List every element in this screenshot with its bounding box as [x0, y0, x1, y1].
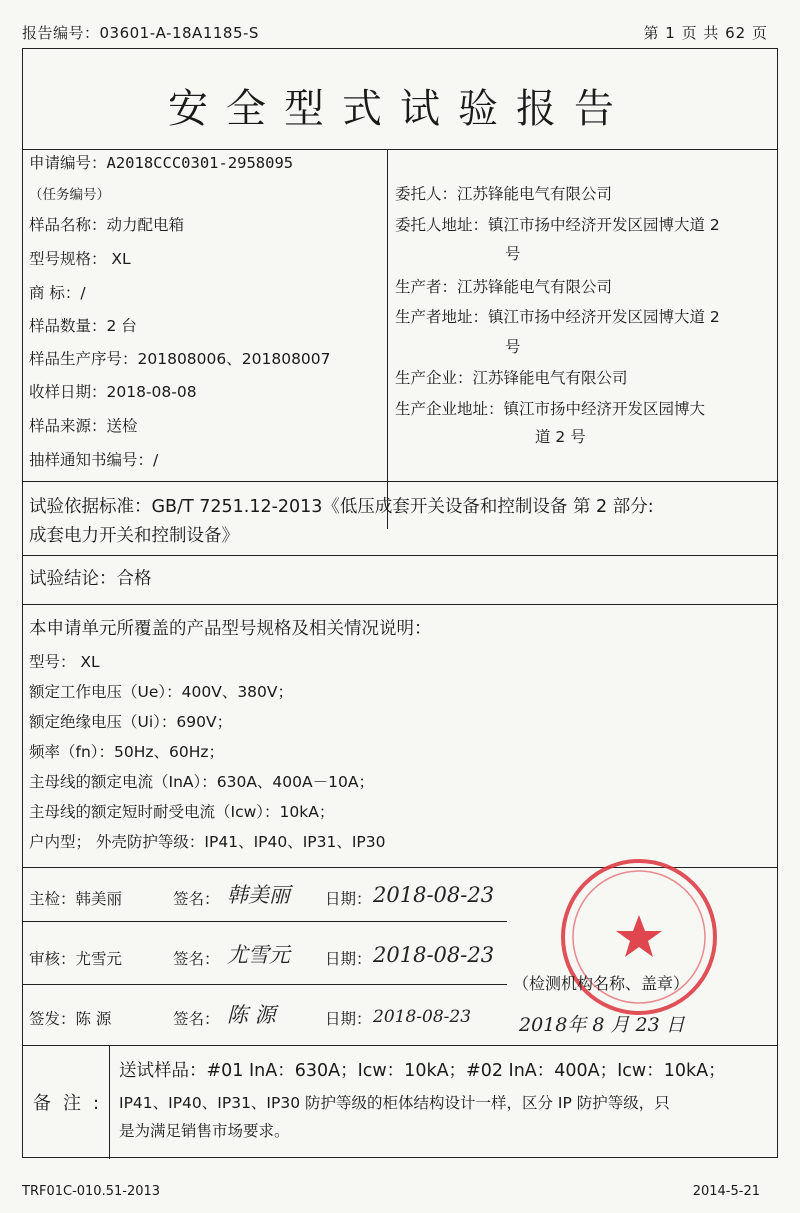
client-address: 委托人地址：镇江市扬中经济开发区园博大道 2: [395, 216, 720, 234]
divider: [23, 604, 777, 605]
coverage-line: 户内型； 外壳防护等级：IP41、IP40、IP31、IP30: [29, 833, 386, 851]
application-number: 申请编号：A2018CCC0301-2958095: [29, 154, 294, 172]
inspector-signature: 韩美丽: [227, 883, 290, 907]
test-standard: 试验依据标准：GB/T 7251.12-2013《低压成套开关设备和控制设备 第 2 部分:: [29, 497, 654, 517]
sample-name: 样品名称：动力配电箱: [29, 216, 185, 234]
report-frame: [22, 48, 778, 1158]
received-date: 收样日期：2018-08-08: [29, 383, 197, 401]
seal-date: 2018年 8 月 23 日: [519, 1014, 685, 1036]
reviewer-signature: 尤雪元: [227, 943, 290, 967]
divider: [23, 149, 777, 150]
coverage-line: 频率（fn）：50Hz、60Hz；: [29, 743, 225, 761]
divider: [23, 481, 777, 482]
date-label: 日期：: [325, 890, 372, 908]
column-divider: [387, 149, 388, 529]
client: 委托人：江苏锋能电气有限公司: [395, 185, 613, 203]
sample-quantity: 样品数量：2 台: [29, 317, 137, 335]
report-number: 报告编号：03601-A-18A1185-S: [22, 24, 259, 42]
manufacturer-address-cont: 道 2 号: [535, 428, 586, 446]
divider: [23, 984, 507, 985]
producer-address: 生产者地址：镇江市扬中经济开发区园博大道 2: [395, 308, 720, 326]
divider: [23, 1045, 777, 1046]
remarks-line: 送试样品：#01 InA：630A；Icw：10kA；#02 InA：400A；Icw：10kA；: [119, 1061, 726, 1081]
task-number: （任务编号）: [29, 187, 110, 203]
trademark: 商 标：/: [29, 284, 86, 302]
client-address-cont: 号: [505, 245, 521, 263]
seal-caption: （检测机构名称、盖章）: [513, 974, 690, 993]
coverage-line: 主母线的额定电流（InA）：630A、400A－10A；: [29, 773, 374, 791]
remarks-line: 是为满足销售市场要求。: [119, 1122, 290, 1140]
coverage-line: 额定工作电压（Ue）：400V、380V；: [29, 683, 294, 701]
sample-serial-number: 样品生产序号：201808006、201808007: [29, 350, 331, 368]
inspector: 主检：韩美丽: [29, 890, 123, 908]
date-label: 日期：: [325, 1010, 372, 1028]
date-label: 日期：: [325, 950, 372, 968]
coverage-line: 额定绝缘电压（Ui）：690V；: [29, 713, 233, 731]
approver: 签发：陈 源: [29, 1010, 112, 1028]
approver-signature: 陈 源: [227, 1003, 276, 1027]
inspector-date: 2018-08-23: [373, 883, 495, 907]
coverage-heading: 本申请单元所覆盖的产品型号规格及相关情况说明：: [29, 619, 432, 639]
coverage-line: 型号： XL: [29, 653, 100, 671]
test-standard-cont: 成套电力开关和控制设备》: [29, 526, 239, 546]
producer-address-cont: 号: [505, 338, 521, 356]
divider: [23, 555, 777, 556]
report-title: 安全型式试验报告: [168, 86, 632, 132]
form-code: TRF01C-010.51-2013: [22, 1184, 161, 1199]
divider: [23, 921, 507, 922]
remarks-line: IP41、IP40、IP31、IP30 防护等级的柜体结构设计一样，区分 IP 防护等级，只: [119, 1094, 670, 1112]
reviewer: 审核：尤雪元: [29, 950, 123, 968]
page-info: 第 1 页 共 62 页: [643, 24, 768, 42]
model-spec: 型号规格： XL: [29, 250, 131, 268]
sign-label: 签名：: [173, 1010, 220, 1028]
reviewer-date: 2018-08-23: [373, 943, 495, 967]
sign-label: 签名：: [173, 890, 220, 908]
coverage-line: 主母线的额定短时耐受电流（Icw）：10kA；: [29, 803, 335, 821]
sign-label: 签名：: [173, 950, 220, 968]
manufacturer: 生产企业：江苏锋能电气有限公司: [395, 369, 628, 387]
form-date: 2014-5-21: [692, 1184, 760, 1199]
manufacturer-address: 生产企业地址：镇江市扬中经济开发区园博大: [395, 400, 706, 418]
remarks-label: 备注:: [33, 1093, 112, 1114]
test-conclusion: 试验结论：合格: [29, 569, 152, 589]
sampling-notice-number: 抽样通知书编号：/: [29, 451, 159, 469]
producer: 生产者：江苏锋能电气有限公司: [395, 278, 613, 296]
approver-date: 2018-08-23: [373, 1007, 472, 1027]
sample-source: 样品来源：送检: [29, 417, 138, 435]
